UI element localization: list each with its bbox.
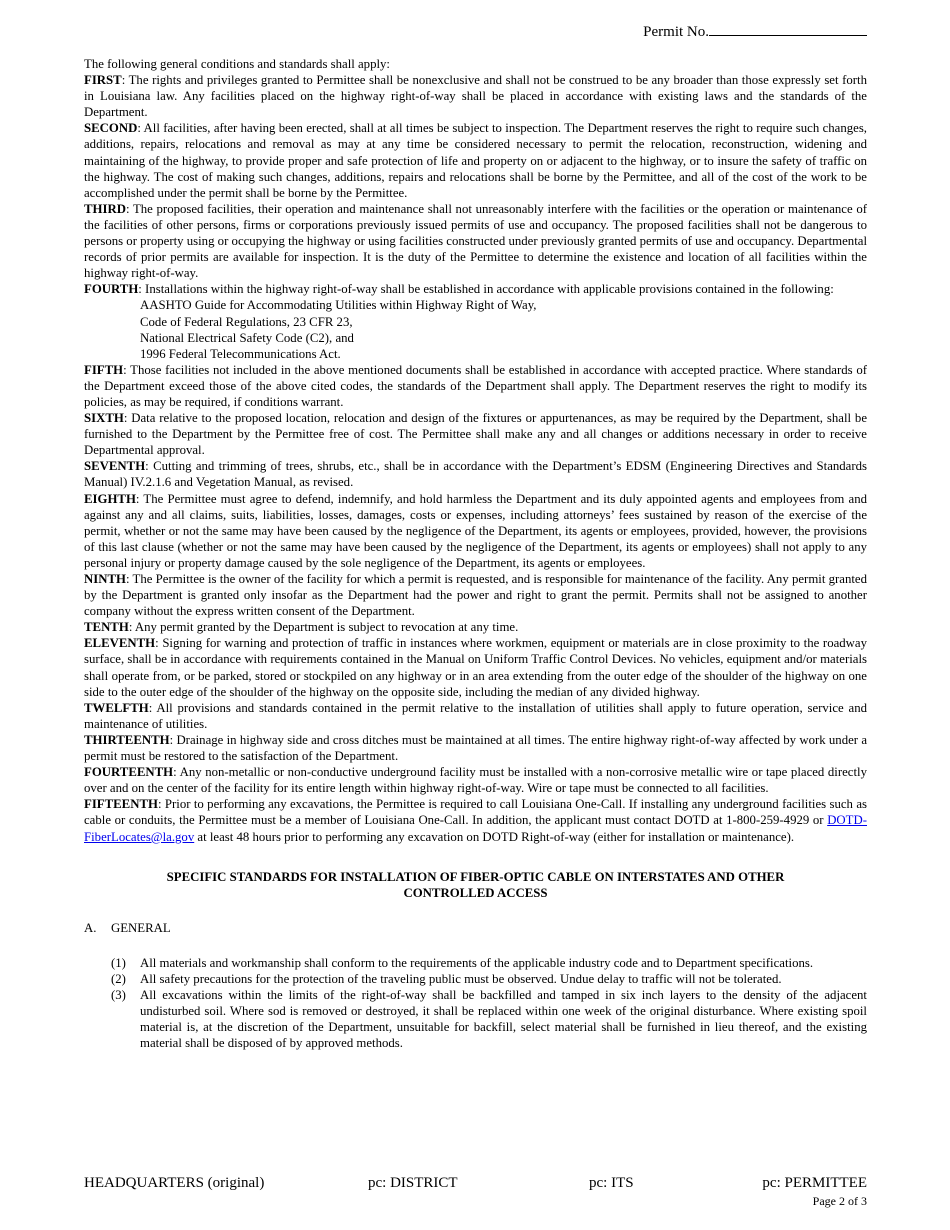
condition-text: : The proposed facilities, their operation and maintenance shall not unreasonably interfere with the facilities or the operation or maintenance of the facilities of other persons, firms or corporations previously issued permits of use and occupancy. The proposed facilities shall not be dangerous to persons or property using or occupying the highway or using facilities constructed under previously granted permits of use and occupancy. Departmental records of prior permits are available for inspection. It is the duty of the Permittee to determine the existence and location of all facilities within the highway right-of-way. [84, 201, 867, 281]
permit-number-label: Permit No. [643, 24, 709, 40]
item-number: (2) [111, 971, 126, 986]
condition-seventh [84, 458, 867, 490]
condition-fourteenth [84, 764, 867, 796]
condition-text: : Any permit granted by the Department is subject to revocation at any time. [128, 620, 519, 635]
item-number: (1) [111, 955, 126, 970]
reference-item: Code of Federal Regulations, 23 CFR 23, [140, 314, 353, 329]
footer-permittee: pc: PERMITTEE [762, 1175, 867, 1191]
condition-label: FIFTEENTH [84, 797, 158, 812]
footer-district: pc: DISTRICT [368, 1175, 458, 1191]
footer-its: pc: ITS [589, 1175, 634, 1191]
item-text: All excavations within the limits of the right-of-way shall be backfilled and tamped in six inch layers to the density of the adjacent undisturbed soil. Where sod is removed or destroyed, it shall be replaced within one week of the original disturbance. Where existing spoil material is, at the discretion of the Department, unsuitable for backfill, select material shall be furnished in lieu thereof, and the existing material shall be disposed of by approved methods. [140, 988, 867, 1051]
condition-eleventh [84, 635, 867, 699]
condition-label: FOURTEENTH [84, 765, 174, 780]
condition-label: FIRST [84, 73, 122, 88]
condition-text: : Signing for warning and protection of traffic in instances where workmen, equipment or materials are in close proximity to the roadway surface, shall be in accordance with requirements contained in the Manual on Uniform Traffic Control Devices. No vehicles, equipment and/or materials shall operate from, or be parked, stored or stockpiled on any highway or in an area extending from the outer edge of the shoulder of the highway on one side to the outer edge of the shoulder of the highway on the opposite side, including the median of any divided highway. [84, 636, 867, 699]
condition-sixth [84, 410, 867, 458]
condition-text: : The Permittee is the owner of the facility for which a permit is requested, and is responsible for maintenance of the facility. Any permit granted by the Department is granted only insofar as the Department had the power and right to grant the permit. Permits shall not be assigned to another company without the express written consent of the Department. [84, 572, 867, 619]
condition-second [84, 120, 867, 200]
condition-label: SECOND [84, 121, 138, 136]
condition-label: FOURTH [84, 282, 139, 297]
condition-text: : Those facilities not included in the above mentioned documents shall be established in accordance with accepted practice. Where standards of the Department exceed those of the above cited codes, the standards of the Department shall apply. The Department reserves the right to modify its policies, as may be required, if conditions warrant. [84, 362, 867, 409]
condition-text: : Drainage in highway side and cross ditches must be maintained at all times. The entire highway right-of-way affected by work under a permit must be restored to the satisfaction of the Department. [84, 732, 867, 764]
condition-text: : Prior to performing any excavations, the Permittee is required to call Louisiana One-Call. If installing any underground facilities such as cable or conduits, the Permittee must be a member of Louisiana One-Call. In addition, the applicant must contact DOTD at 1-800-259-4929 or [84, 797, 867, 828]
reference-item: AASHTO Guide for Accommodating Utilities within Highway Right of Way, [140, 298, 537, 313]
condition-label: THIRD [84, 201, 126, 216]
reference-item: National Electrical Safety Code (C2), and [140, 330, 354, 345]
section-label: A. [84, 920, 97, 935]
condition-label: TWELFTH [84, 700, 149, 715]
item-number: (3) [111, 988, 126, 1003]
list-item [111, 971, 867, 987]
condition-fourth [84, 281, 867, 297]
condition-tenth [84, 619, 867, 635]
conditions-body [84, 56, 867, 1051]
condition-text: : Cutting and trimming of trees, shrubs, etc., shall be in accordance with the Department’s EDSM (Engineering Directives and Standards Manual) IV.2.1.6 and Vegetation Manual, as revised. [84, 459, 867, 490]
fiber-locates-email-link[interactable]: DOTD-FiberLocates@la.gov [84, 813, 867, 844]
condition-label: SEVENTH [84, 459, 146, 474]
condition-label: TENTH [84, 620, 129, 635]
general-requirements-list [111, 955, 867, 1052]
page-number: Page 2 of 3 [812, 1194, 867, 1208]
heading-line: SPECIFIC STANDARDS FOR INSTALLATION OF FIBER-OPTIC CABLE ON INTERSTATES AND OTHER [166, 869, 785, 884]
section-title: GENERAL [111, 920, 171, 935]
condition-ninth [84, 571, 867, 619]
condition-thirteenth [84, 732, 867, 764]
condition-text: : Data relative to the proposed location, relocation and design of the fixtures or appurtenances, as may be required by the Department, shall be furnished to the Department by the Permittee free of cost. The Permittee shall make any and all changes or additions necessary in order to receive Departmental approval. [84, 411, 867, 458]
intro-text: The following general conditions and standards shall apply: [84, 57, 390, 71]
condition-label: ELEVENTH [84, 636, 156, 651]
reference-item: 1996 Federal Telecommunications Act. [140, 346, 341, 361]
list-item [111, 955, 867, 971]
condition-text: : The rights and privileges granted to Permittee shall be nonexclusive and shall not be construed to be any broader than those expressly set forth in Louisiana law. Any facilities placed on the highway right-of-way shall be placed in accordance with existing laws and the standards of the Department. [84, 73, 867, 120]
condition-first [84, 72, 867, 120]
permit-number-blank [709, 22, 867, 36]
item-text: All materials and workmanship shall conform to the requirements of the applicable industry code and to Department specifications. [140, 955, 814, 970]
condition-label: EIGHTH [84, 491, 136, 506]
condition-text: : The Permittee must agree to defend, indemnify, and hold harmless the Department and its duly appointed agents and employees from and against any and all claims, suits, liabilities, losses, damages, costs or expenses, including attorneys’ fees sustained by reason of the exercise of the permit, whether or not the same may have been caused by the negligence of the Department, its agents or employees, provided, however, the provisions of this last clause (whether or not the same may have been caused by the negligence of the Department, its agents or employees) shall not apply to any personal injury or property damage caused by the sole negligence of the Department, its agents or employees. [84, 491, 867, 570]
condition-text: : Any non-metallic or non-conductive underground facility must be installed with a non-corrosive metallic wire or tape placed directly over and on the center of the facility for its entire length within highway right-of-way. Wire or tape must be connected to all facilities. [84, 765, 867, 796]
specific-standards-heading [84, 869, 867, 901]
condition-text: at least 48 hours prior to performing any excavation on DOTD Right-of-way (either for installation or maintenance). [194, 829, 795, 844]
condition-fifth [84, 362, 867, 410]
condition-label: FIFTH [84, 362, 124, 377]
condition-label: THIRTEENTH [84, 732, 170, 747]
condition-eighth [84, 491, 867, 571]
condition-twelfth [84, 700, 867, 732]
condition-third [84, 201, 867, 281]
condition-label: SIXTH [84, 411, 124, 426]
heading-line: CONTROLLED ACCESS [403, 885, 548, 900]
reference-list [140, 297, 867, 361]
list-item [111, 987, 867, 1051]
section-general-heading [84, 920, 867, 936]
item-text: All safety precautions for the protection of the traveling public must be observed. Undue delay to traffic will not be tolerated. [140, 971, 782, 986]
condition-text: : All facilities, after having been erected, shall at all times be subject to inspection. The Department reserves the right to require such changes, additions, repairs, relocations and removal as may at any time be considered necessary to permit the relocation, reconstruction, widening and maintaining of the highway, to provide proper and safe protection of life and property on or adjacent to the highway, or to insure the safety of traffic on the highway. The cost of making such changes, additions, repairs and relocations shall be borne by the Permittee, and all of the cost of the work to be accomplished under the permit shall be borne by the Permittee. [84, 121, 867, 200]
condition-fifteenth [84, 796, 867, 844]
condition-label: NINTH [84, 572, 126, 586]
condition-text: : All provisions and standards contained in the permit relative to the installation of utilities shall apply to future operation, service and maintenance of utilities. [84, 700, 867, 731]
permit-number-field [643, 22, 867, 41]
footer-headquarters: HEADQUARTERS (original) [84, 1175, 265, 1191]
condition-text: : Installations within the highway right-of-way shall be established in accordance with applicable provisions contained in the following: [138, 282, 834, 297]
